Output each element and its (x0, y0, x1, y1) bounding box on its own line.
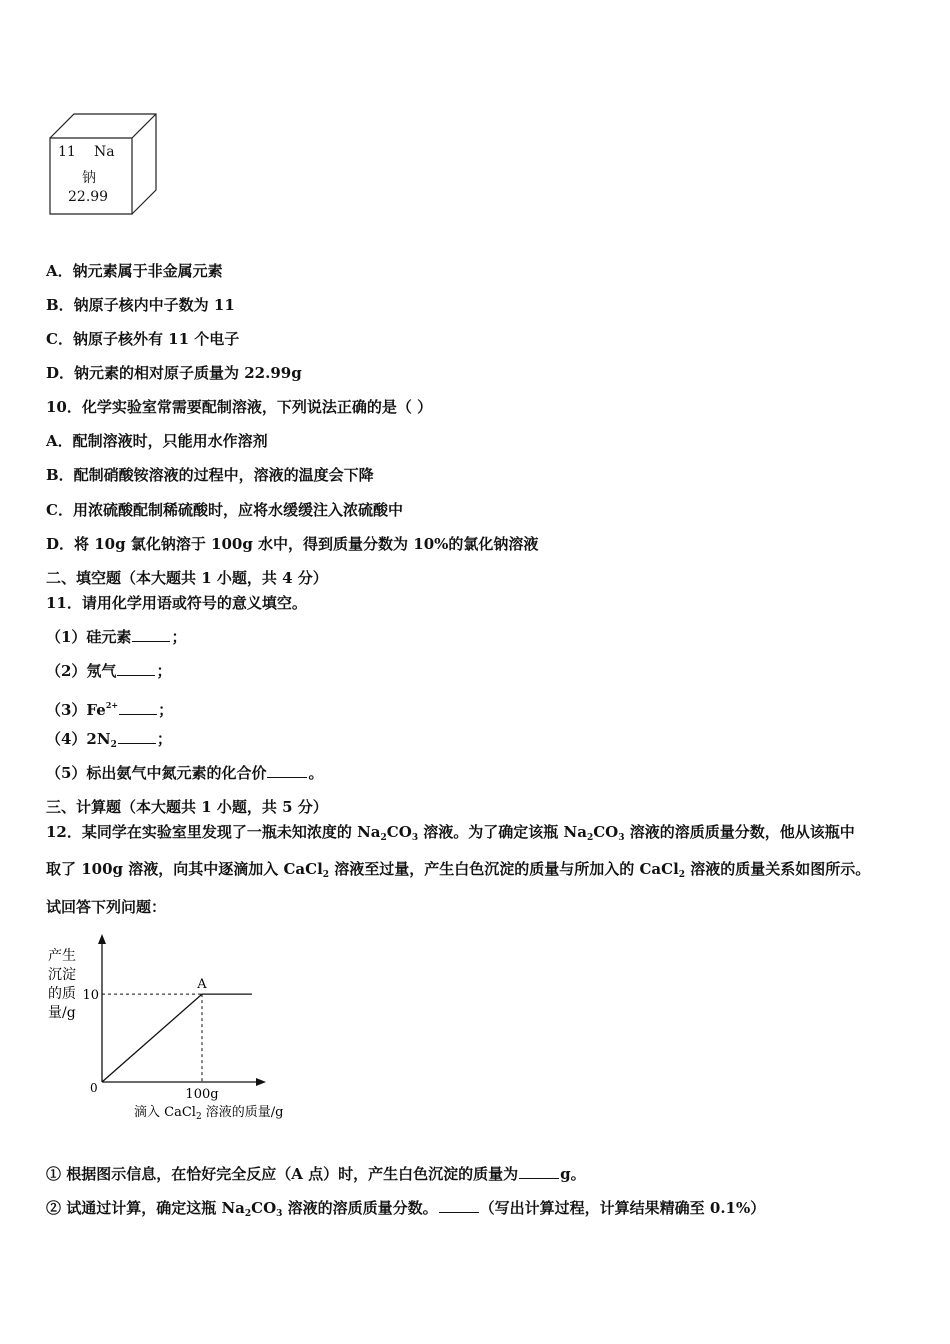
section2-title: 二、填空题（本大题共 1 小题，共 4 分） (46, 569, 328, 587)
q11-item-4: $(4)2N_2$ ； (46, 730, 172, 750)
y-axis-arrow (98, 934, 106, 944)
q12-line-1: 12．某同学在实验室里发现了一瓶未知浓度的 $Na_2CO_3$ 溶液。为了确定该瓶 $Na_2CO_3$ 溶液的溶质质量分数，他从该瓶中 (46, 823, 855, 843)
q10-option-c: C．用浓硫酸配制稀硫酸时，应将水缓缓注入浓硫酸中 (46, 501, 403, 519)
precipitate-chart (44, 932, 314, 1127)
q9-option-c: C．钠原子核外有 11 个电子 (46, 330, 240, 348)
y-tick-label: 10 (82, 988, 99, 1004)
q11-item-2: （2）氖气 ； (46, 662, 172, 680)
q12-line-2: 取了 100g 溶液，向其中逐滴加入 CaCl$_2$ 溶液至过量，产生白色沉淀的质量与所加入的 CaCl$_2$ 溶液的质量关系如图所示。 (46, 860, 871, 880)
q9-option-d: D．钠元素的相对原子质量为 22.99g (46, 364, 302, 382)
q11-item-1: （1）硅元素 ； (46, 628, 187, 646)
y-label-line-2: 沉淀 (48, 967, 76, 983)
x-tick-label: 100g (185, 1087, 219, 1102)
element-mass: 22.99 (68, 189, 109, 205)
answer-blank[interactable] (132, 627, 170, 642)
q12-answer-1: ① 根据图示信息，在恰好完全反应（A 点）时，产生白色沉淀的质量为 g。 (46, 1165, 586, 1183)
y-label-line-3: 的质 (48, 986, 76, 1002)
y-label-line-4: 量/g (48, 1005, 76, 1021)
point-a-label: A (197, 977, 207, 993)
q11-stem: 11．请用化学用语或符号的意义填空。 (46, 594, 307, 612)
y-label-line-1: 产生 (48, 948, 76, 964)
section3-title: 三、计算题（本大题共 1 小题，共 5 分） (46, 798, 328, 816)
x-axis-title: 滴入 CaCl$_2$ 溶液的质量/g (134, 1105, 284, 1122)
q12-line-3: 试回答下列问题： (46, 898, 167, 916)
answer-blank[interactable] (119, 700, 157, 715)
element-symbol: Na (94, 144, 115, 160)
answer-blank[interactable] (267, 763, 307, 778)
q10-option-b: B．配制硝酸铵溶液的过程中，溶液的温度会下降 (46, 466, 374, 484)
q10-option-a: A．配制溶液时，只能用水作溶剂 (46, 432, 268, 450)
element-number: 11 (58, 144, 76, 160)
q10-stem: 10．化学实验室常需要配制溶液，下列说法正确的是（ ） (46, 398, 433, 416)
element-name: 钠 (82, 170, 96, 186)
sodium-element-card (44, 110, 160, 218)
q11-item-5: （5）标出氨气中氮元素的化合价 。 (46, 764, 324, 782)
answer-blank[interactable] (519, 1164, 559, 1179)
series-line (102, 994, 252, 1082)
answer-blank[interactable] (117, 661, 155, 676)
chart-svg (44, 932, 314, 1127)
q10-option-d: D．将 10g 氯化钠溶于 100g 水中，得到质量分数为 10%的氯化钠溶液 (46, 535, 539, 553)
answer-blank[interactable] (118, 729, 156, 744)
x-axis-arrow (256, 1078, 266, 1086)
q12-answer-2: ② 试通过计算，确定这瓶 $Na_2CO_3$ 溶液的溶质质量分数。 （写出计算过程，计算结果精确至 0.1%） (46, 1199, 766, 1219)
q9-option-b: B．钠原子核内中子数为 11 (46, 296, 235, 314)
origin-label: 0 (90, 1081, 98, 1095)
q9-option-a: A．钠元素属于非金属元素 (46, 262, 223, 280)
answer-blank[interactable] (439, 1198, 479, 1213)
q11-item-3: $(3)Fe^{2+}$ ； (46, 700, 174, 719)
